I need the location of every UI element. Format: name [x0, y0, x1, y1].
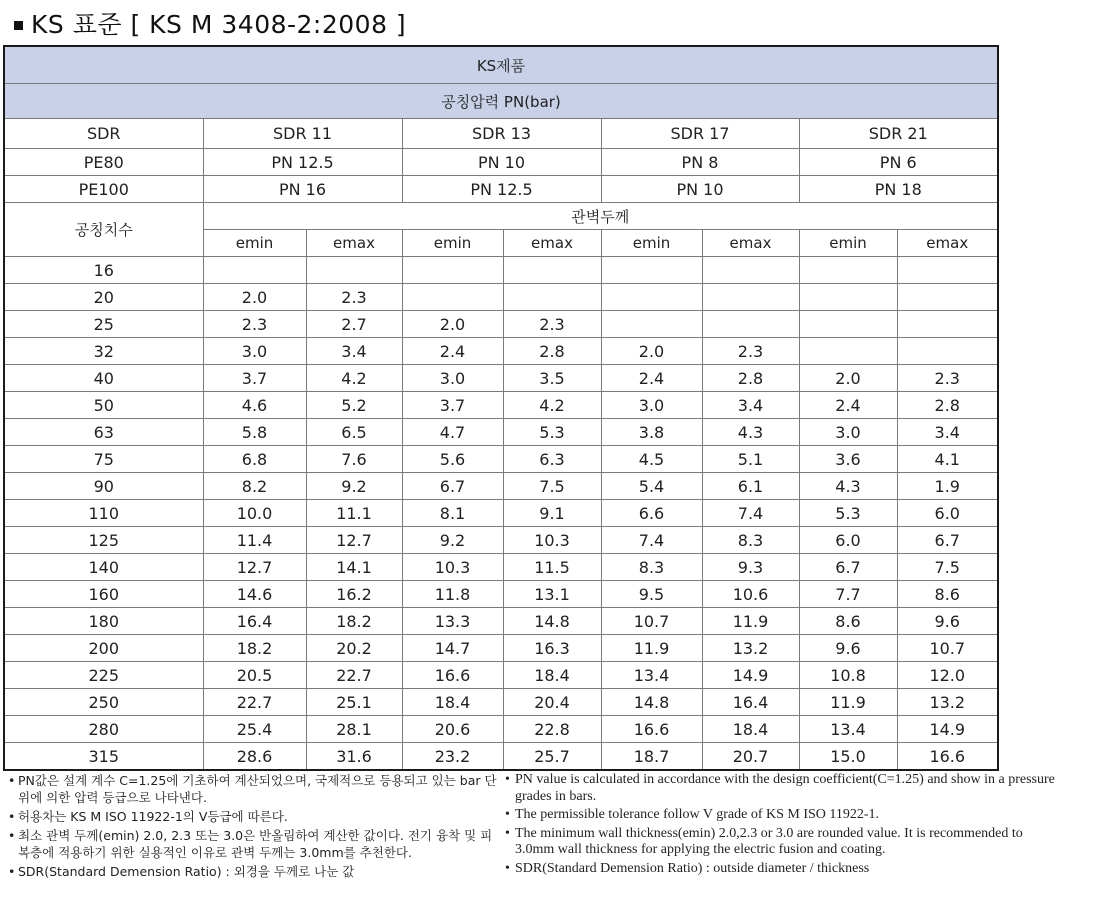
table-row: [4, 743, 998, 771]
emax-cell: 25.7: [503, 743, 601, 771]
emin-cell: 6.7: [799, 554, 897, 581]
emin-cell: 4.6: [203, 392, 306, 419]
note-item: [505, 772, 1065, 805]
emin-cell: 5.3: [799, 500, 897, 527]
size-header: 공칭치수: [4, 203, 203, 257]
pe80-value: PN 10: [402, 149, 601, 176]
emax-cell: 14.1: [306, 554, 402, 581]
emin-cell: 4.7: [402, 419, 503, 446]
pe100-value: PN 12.5: [402, 176, 601, 203]
emax-cell: 4.1: [897, 446, 998, 473]
emax-cell: 6.7: [897, 527, 998, 554]
emin-cell: 3.0: [203, 338, 306, 365]
emin-cell: 3.0: [601, 392, 702, 419]
emax-cell: 10.6: [702, 581, 799, 608]
size-cell: 25: [4, 311, 203, 338]
emax-cell: 20.2: [306, 635, 402, 662]
emax-cell: 3.5: [503, 365, 601, 392]
emax-cell: [897, 257, 998, 284]
pe80-label: PE80: [4, 149, 203, 176]
emax-cell: [702, 257, 799, 284]
emin-cell: 2.4: [799, 392, 897, 419]
emax-cell: 11.1: [306, 500, 402, 527]
emax-cell: 12.0: [897, 662, 998, 689]
emax-cell: 22.8: [503, 716, 601, 743]
note-text: SDR(Standard Demension Ratio) : outside diameter / thickness: [515, 860, 870, 876]
wall-header-row: [4, 203, 998, 230]
emax-cell: 9.1: [503, 500, 601, 527]
emax-cell: 22.7: [306, 662, 402, 689]
emax-cell: 16.4: [702, 689, 799, 716]
emax-cell: 2.3: [897, 365, 998, 392]
sdr-row: [4, 119, 998, 149]
size-cell: 63: [4, 419, 203, 446]
emax-cell: 11.9: [702, 608, 799, 635]
emin-cell: 6.6: [601, 500, 702, 527]
emax-cell: 7.5: [897, 554, 998, 581]
table-row: [4, 284, 998, 311]
emin-cell: [601, 311, 702, 338]
table-row: [4, 581, 998, 608]
emin-cell: [402, 284, 503, 311]
sub-header-emin: emin: [601, 230, 702, 257]
emax-cell: 2.3: [702, 338, 799, 365]
emax-cell: 18.4: [702, 716, 799, 743]
emax-cell: 5.1: [702, 446, 799, 473]
note-text: 허용차는 KS M ISO 11922-1의 V등급에 따른다.: [18, 809, 288, 824]
pe100-value: PN 18: [799, 176, 998, 203]
note-text: 최소 관벽 두께(emin) 2.0, 2.3 또는 3.0은 반올림하여 계산한 값이다. 전기 융착 및 피복층에 적용하기 위한 실용적인 이유로 관벽 두께는 3.0mm를 추천한다.: [18, 828, 493, 860]
emin-cell: 16.4: [203, 608, 306, 635]
emin-cell: 2.0: [402, 311, 503, 338]
note-text: PN value is calculated in accordance with the design coefficient(C=1.25) and show in a pressure grades in bars.: [515, 772, 1055, 804]
emin-cell: 22.7: [203, 689, 306, 716]
size-cell: 180: [4, 608, 203, 635]
emax-cell: 3.4: [306, 338, 402, 365]
emax-cell: [503, 257, 601, 284]
emin-cell: 20.5: [203, 662, 306, 689]
emin-cell: 11.8: [402, 581, 503, 608]
emax-cell: 5.3: [503, 419, 601, 446]
emax-cell: 4.2: [306, 365, 402, 392]
size-cell: 110: [4, 500, 203, 527]
emin-cell: 2.3: [203, 311, 306, 338]
emin-cell: 2.4: [402, 338, 503, 365]
pe100-value: PN 10: [601, 176, 799, 203]
emax-cell: 10.3: [503, 527, 601, 554]
emin-cell: 2.4: [601, 365, 702, 392]
bullet-dot-icon: •: [8, 828, 16, 843]
sub-header-emin: emin: [402, 230, 503, 257]
emax-cell: [702, 311, 799, 338]
notes-korean: [8, 772, 498, 882]
product-header: KS제품: [4, 46, 998, 84]
emax-cell: 3.4: [702, 392, 799, 419]
emax-cell: 1.9: [897, 473, 998, 500]
sdr-value: SDR 11: [203, 119, 402, 149]
emax-cell: 14.9: [702, 662, 799, 689]
emin-cell: 3.8: [601, 419, 702, 446]
pe80-row: [4, 149, 998, 176]
emin-cell: 23.2: [402, 743, 503, 771]
bullet-dot-icon: •: [8, 773, 16, 788]
emax-cell: 6.0: [897, 500, 998, 527]
bullet-dot-icon: •: [505, 825, 510, 841]
emin-cell: 6.7: [402, 473, 503, 500]
size-cell: 200: [4, 635, 203, 662]
size-cell: 20: [4, 284, 203, 311]
emax-cell: [503, 284, 601, 311]
emin-cell: 15.0: [799, 743, 897, 771]
ks-spec-table: [3, 45, 999, 771]
table-row: [4, 635, 998, 662]
size-cell: 125: [4, 527, 203, 554]
emax-cell: 11.5: [503, 554, 601, 581]
emin-cell: 2.0: [799, 365, 897, 392]
sub-header-emax: emax: [897, 230, 998, 257]
emin-cell: 8.6: [799, 608, 897, 635]
emin-cell: 12.7: [203, 554, 306, 581]
table-row: [4, 473, 998, 500]
emin-cell: [601, 284, 702, 311]
emin-cell: 9.5: [601, 581, 702, 608]
emax-cell: [306, 257, 402, 284]
emin-cell: 5.4: [601, 473, 702, 500]
emax-cell: [897, 311, 998, 338]
emax-cell: 8.6: [897, 581, 998, 608]
emax-cell: 16.6: [897, 743, 998, 771]
pressure-header-row: [4, 84, 998, 119]
note-item: [505, 807, 1065, 824]
emin-cell: 16.6: [402, 662, 503, 689]
emin-cell: 13.4: [799, 716, 897, 743]
size-cell: 160: [4, 581, 203, 608]
note-item: [8, 772, 498, 806]
emax-cell: 16.3: [503, 635, 601, 662]
sdr-label: SDR: [4, 119, 203, 149]
emax-cell: 6.5: [306, 419, 402, 446]
note-item: [8, 827, 498, 861]
table-row: [4, 554, 998, 581]
emin-cell: 10.3: [402, 554, 503, 581]
emin-cell: 5.8: [203, 419, 306, 446]
emax-cell: 2.7: [306, 311, 402, 338]
emin-cell: [601, 257, 702, 284]
pressure-header: 공칭압력 PN(bar): [4, 84, 998, 119]
sdr-value: SDR 21: [799, 119, 998, 149]
sub-header-emax: emax: [503, 230, 601, 257]
page-title-text: KS 표준 [ KS M 3408-2:2008 ]: [31, 10, 407, 39]
pe80-value: PN 6: [799, 149, 998, 176]
square-bullet-icon: [14, 21, 23, 30]
sdr-value: SDR 13: [402, 119, 601, 149]
emax-cell: 14.9: [897, 716, 998, 743]
emax-cell: [897, 338, 998, 365]
wall-header: 관벽두께: [203, 203, 998, 230]
emin-cell: 11.4: [203, 527, 306, 554]
emin-cell: [402, 257, 503, 284]
emax-cell: 20.4: [503, 689, 601, 716]
emax-cell: 9.6: [897, 608, 998, 635]
bullet-dot-icon: •: [8, 864, 16, 879]
note-item: [8, 808, 498, 825]
emin-cell: 4.3: [799, 473, 897, 500]
emax-cell: 16.2: [306, 581, 402, 608]
product-header-row: [4, 46, 998, 84]
emax-cell: 6.1: [702, 473, 799, 500]
emax-cell: [897, 284, 998, 311]
emin-cell: 9.6: [799, 635, 897, 662]
bullet-dot-icon: •: [505, 807, 510, 822]
table-row: [4, 608, 998, 635]
emin-cell: [799, 284, 897, 311]
emin-cell: 2.0: [203, 284, 306, 311]
emin-cell: 3.6: [799, 446, 897, 473]
emax-cell: 12.7: [306, 527, 402, 554]
emin-cell: 5.6: [402, 446, 503, 473]
emin-cell: 11.9: [601, 635, 702, 662]
emin-cell: 8.1: [402, 500, 503, 527]
size-cell: 50: [4, 392, 203, 419]
bullet-dot-icon: •: [505, 860, 510, 876]
pe100-label: PE100: [4, 176, 203, 203]
pe80-value: PN 8: [601, 149, 799, 176]
emax-cell: 31.6: [306, 743, 402, 771]
emin-cell: 3.0: [402, 365, 503, 392]
table-row: [4, 446, 998, 473]
emax-cell: 9.2: [306, 473, 402, 500]
emax-cell: 20.7: [702, 743, 799, 771]
emax-cell: 2.8: [503, 338, 601, 365]
sub-header-emax: emax: [306, 230, 402, 257]
size-cell: 140: [4, 554, 203, 581]
pe80-value: PN 12.5: [203, 149, 402, 176]
table-row: [4, 527, 998, 554]
emin-cell: 28.6: [203, 743, 306, 771]
size-cell: 32: [4, 338, 203, 365]
emax-cell: 4.2: [503, 392, 601, 419]
emax-cell: 7.5: [503, 473, 601, 500]
emax-cell: 13.2: [702, 635, 799, 662]
emax-cell: 25.1: [306, 689, 402, 716]
emin-cell: 3.7: [203, 365, 306, 392]
bullet-dot-icon: •: [505, 772, 510, 787]
size-cell: 225: [4, 662, 203, 689]
emax-cell: 13.1: [503, 581, 601, 608]
emax-cell: 2.8: [702, 365, 799, 392]
table-row: [4, 365, 998, 392]
emax-cell: 3.4: [897, 419, 998, 446]
emin-cell: 13.3: [402, 608, 503, 635]
table-row: [4, 338, 998, 365]
size-cell: 250: [4, 689, 203, 716]
emin-cell: 14.6: [203, 581, 306, 608]
emin-cell: 18.4: [402, 689, 503, 716]
emax-cell: 7.6: [306, 446, 402, 473]
emin-cell: [799, 257, 897, 284]
emax-cell: 8.3: [702, 527, 799, 554]
size-cell: 16: [4, 257, 203, 284]
note-text: PN값은 설계 계수 C=1.25에 기초하여 계산되었으며, 국제적으로 등용되고 있는 bar 단위에 의한 압력 등급으로 나타낸다.: [18, 773, 497, 805]
table-row: [4, 311, 998, 338]
table-row: [4, 500, 998, 527]
emax-cell: 18.2: [306, 608, 402, 635]
emin-cell: 8.2: [203, 473, 306, 500]
note-item: [8, 863, 498, 880]
emin-cell: [799, 338, 897, 365]
emin-cell: [203, 257, 306, 284]
emin-cell: 3.7: [402, 392, 503, 419]
emax-cell: 6.3: [503, 446, 601, 473]
emin-cell: 10.8: [799, 662, 897, 689]
emin-cell: 18.7: [601, 743, 702, 771]
note-text: The permissible tolerance follow V grade of KS M ISO 11922-1.: [515, 807, 880, 822]
note-item: [505, 826, 1065, 859]
table-row: [4, 689, 998, 716]
emax-cell: 5.2: [306, 392, 402, 419]
emin-cell: 25.4: [203, 716, 306, 743]
emin-cell: 14.7: [402, 635, 503, 662]
pe100-row: [4, 176, 998, 203]
table-row: [4, 716, 998, 743]
emin-cell: 3.0: [799, 419, 897, 446]
emin-cell: 10.0: [203, 500, 306, 527]
emin-cell: 7.7: [799, 581, 897, 608]
page-title: [14, 6, 406, 40]
emax-cell: 9.3: [702, 554, 799, 581]
pe100-value: PN 16: [203, 176, 402, 203]
size-cell: 315: [4, 743, 203, 771]
table-row: [4, 257, 998, 284]
emin-cell: 13.4: [601, 662, 702, 689]
size-cell: 280: [4, 716, 203, 743]
table-row: [4, 419, 998, 446]
notes-english: [505, 772, 1065, 879]
size-cell: 40: [4, 365, 203, 392]
emax-cell: 2.3: [306, 284, 402, 311]
emax-cell: 7.4: [702, 500, 799, 527]
emax-cell: 2.3: [503, 311, 601, 338]
note-item: [505, 861, 1065, 878]
emin-cell: 14.8: [601, 689, 702, 716]
emax-cell: 14.8: [503, 608, 601, 635]
emin-cell: 9.2: [402, 527, 503, 554]
sub-header-emin: emin: [203, 230, 306, 257]
emin-cell: 20.6: [402, 716, 503, 743]
sub-header-emax: emax: [702, 230, 799, 257]
emax-cell: [702, 284, 799, 311]
emax-cell: 2.8: [897, 392, 998, 419]
size-cell: 75: [4, 446, 203, 473]
emin-cell: 6.8: [203, 446, 306, 473]
emax-cell: 4.3: [702, 419, 799, 446]
emin-cell: 4.5: [601, 446, 702, 473]
size-cell: 90: [4, 473, 203, 500]
emin-cell: [799, 311, 897, 338]
sub-header-emin: emin: [799, 230, 897, 257]
emin-cell: 7.4: [601, 527, 702, 554]
note-text: The minimum wall thickness(emin) 2.0,2.3 or 3.0 are rounded value. It is recommended to 3.0mm wall thickness for applying the electric fusion and coating.: [515, 825, 1023, 857]
emax-cell: 10.7: [897, 635, 998, 662]
note-text: SDR(Standard Demension Ratio) : 외경을 두께로 나눈 값: [18, 864, 355, 879]
emin-cell: 2.0: [601, 338, 702, 365]
emin-cell: 6.0: [799, 527, 897, 554]
emin-cell: 11.9: [799, 689, 897, 716]
emin-cell: 18.2: [203, 635, 306, 662]
table-row: [4, 662, 998, 689]
emin-cell: 16.6: [601, 716, 702, 743]
emax-cell: 18.4: [503, 662, 601, 689]
emax-cell: 13.2: [897, 689, 998, 716]
sdr-value: SDR 17: [601, 119, 799, 149]
emin-cell: 10.7: [601, 608, 702, 635]
bullet-dot-icon: •: [8, 809, 16, 824]
emax-cell: 28.1: [306, 716, 402, 743]
emin-cell: 8.3: [601, 554, 702, 581]
table-row: [4, 392, 998, 419]
